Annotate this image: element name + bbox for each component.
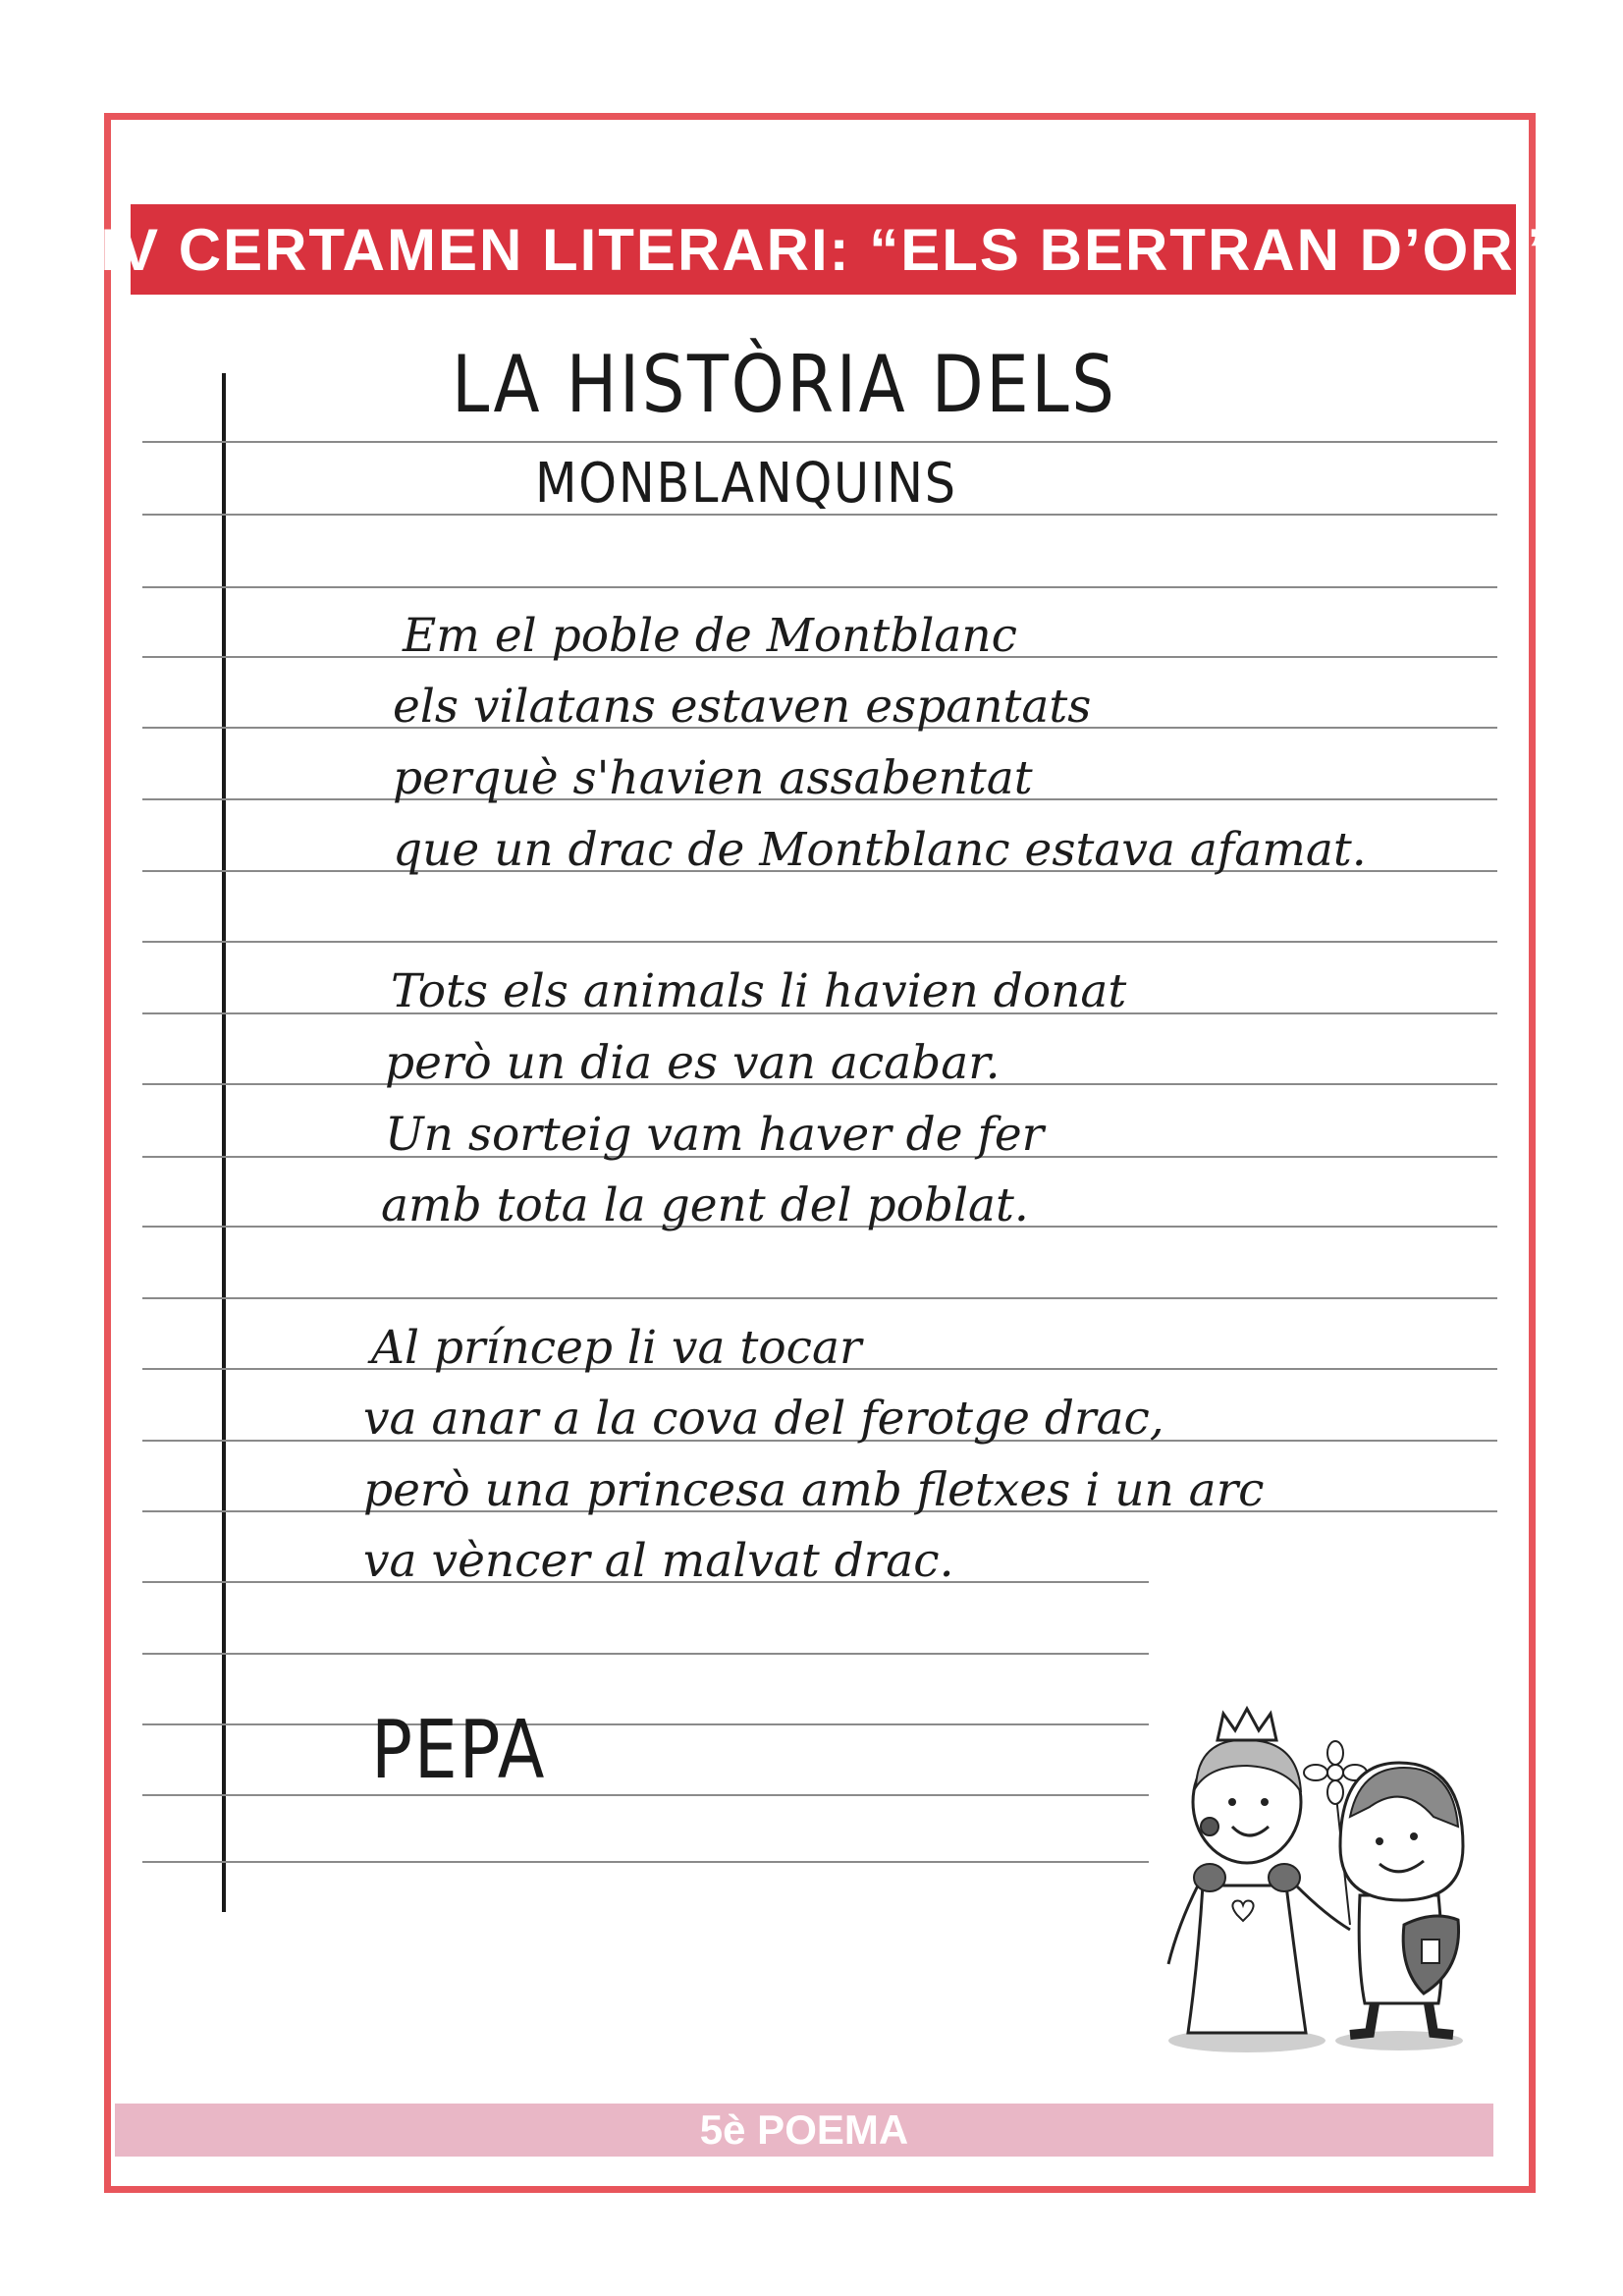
ruled-line [142,1653,1149,1655]
poem-line: va vèncer al malvat drac. [363,1534,954,1588]
poem-line: amb tota la gent del poblat. [381,1178,1029,1232]
poem-title-line-1: LA HISTÒRIA DELS [452,339,1117,430]
poem-line: però un dia es van acabar. [385,1036,1001,1090]
footer-banner [115,2104,1493,2157]
ruled-line [142,941,1497,943]
ruled-line [142,1723,1149,1725]
footer-label: 5è POEMA [699,2106,909,2153]
margin-line [222,373,226,1912]
ruled-line [142,586,1497,588]
poem-line: Em el poble de Montblanc [403,609,1018,663]
poem-line: Tots els animals li havien donat [391,964,1127,1018]
ruled-line [142,1297,1497,1299]
poem-line: els vilatans estaven espantats [393,680,1092,734]
ruled-line [142,1794,1149,1796]
poem-line: però una princesa amb fletxes i un arc [363,1463,1265,1517]
author-signature: PEPA [371,1704,547,1797]
ruled-line [142,441,1497,443]
ruled-line [142,1861,1149,1863]
poem-line: Al príncep li va tocar [371,1321,862,1375]
poem-line: Un sorteig vam haver de fer [385,1108,1045,1162]
poem-line: perquè s'havien assabentat [393,751,1033,805]
poem-line: que un drac de Montblanc estava afamat. [393,823,1367,877]
poem-line: va anar a la cova del ferotge drac, [363,1392,1164,1446]
header-title: IV CERTAMEN LITERARI: “ELS BERTRAN D’OR” [100,216,1546,283]
princess-and-knight-illustration [1139,1669,1512,2062]
header-banner [100,204,1546,295]
poem-title-line-2: MONBLANQUINS [535,452,957,516]
